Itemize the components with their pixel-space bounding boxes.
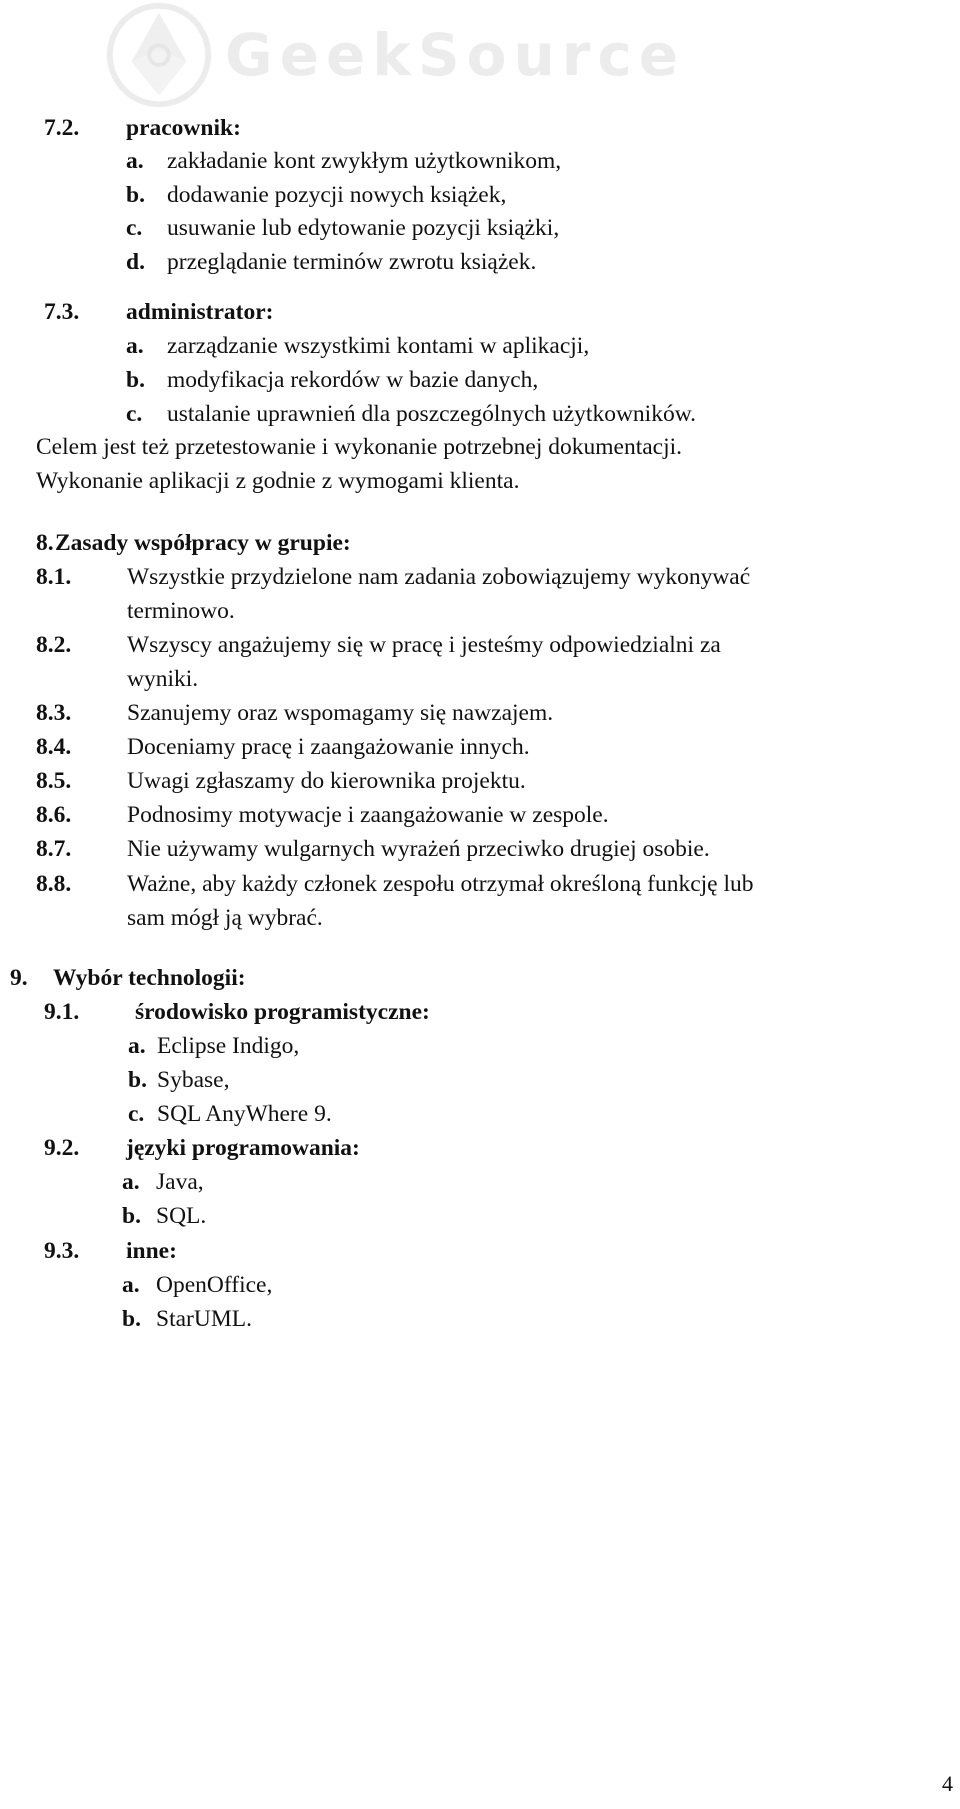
paragraph: Wykonanie aplikacji z godnie z wymogami klienta. (36, 468, 520, 494)
section-title: Wybór technologii: (53, 965, 246, 991)
item-text: Doceniamy pracę i zaangażowanie innych. (127, 734, 530, 760)
item-number: 8.8. (36, 871, 72, 897)
list-item-text: zarządzanie wszystkimi kontami w aplikacji, (167, 333, 590, 359)
list-letter: b. (126, 182, 145, 208)
list-letter: c. (126, 215, 143, 241)
list-letter: c. (128, 1101, 145, 1127)
list-item-text: modyfikacja rekordów w bazie danych, (167, 367, 539, 393)
list-item-text: Sybase, (157, 1067, 230, 1093)
paragraph: Celem jest też przetestowanie i wykonanie potrzebnej dokumentacji. (36, 434, 683, 460)
list-item-text: przeglądanie terminów zwrotu książek. (167, 249, 537, 275)
section-title: Zasady współpracy w grupie: (55, 530, 351, 556)
item-text: Uwagi zgłaszamy do kierownika projektu. (127, 768, 526, 794)
section-title: pracownik: (126, 115, 241, 141)
item-number: 8.7. (36, 836, 72, 862)
list-item-text: zakładanie kont zwykłym użytkownikom, (167, 148, 562, 174)
list-item-text: StarUML. (156, 1306, 252, 1332)
list-letter: b. (126, 367, 145, 393)
section-number: 7.3. (44, 299, 80, 325)
item-text-continued: terminowo. (127, 598, 235, 624)
subsection-title: języki programowania: (126, 1135, 360, 1161)
subsection-title: środowisko programistyczne: (135, 999, 430, 1025)
list-item-text: ustalanie uprawnień dla poszczególnych użytkowników. (167, 401, 697, 427)
item-number: 8.4. (36, 734, 72, 760)
item-number: 8.3. (36, 700, 72, 726)
section-number: 9. (10, 965, 28, 991)
section-title: administrator: (126, 299, 274, 325)
section-number: 7.2. (44, 115, 80, 141)
item-number: 8.2. (36, 632, 72, 658)
list-letter: d. (126, 249, 145, 275)
item-text-continued: wyniki. (127, 666, 199, 692)
subsection-number: 9.1. (44, 999, 80, 1025)
list-letter: a. (128, 1033, 146, 1059)
item-text: Nie używamy wulgarnych wyrażeń przeciwko drugiej osobie. (127, 836, 710, 862)
item-text: Ważne, aby każdy członek zespołu otrzymał określoną funkcję lub (127, 871, 754, 897)
list-item-text: Eclipse Indigo, (157, 1033, 300, 1059)
item-text: Szanujemy oraz wspomagamy się nawzajem. (127, 700, 554, 726)
subsection-title: inne: (126, 1238, 177, 1264)
item-text: Wszystkie przydzielone nam zadania zobowiązujemy wykonywać (127, 564, 751, 590)
subsection-number: 9.2. (44, 1135, 80, 1161)
list-item-text: Java, (156, 1169, 204, 1195)
list-item-text: dodawanie pozycji nowych książek, (167, 182, 507, 208)
list-letter: b. (122, 1203, 141, 1229)
list-item-text: OpenOffice, (156, 1272, 273, 1298)
list-letter: a. (122, 1272, 140, 1298)
item-number: 8.6. (36, 802, 72, 828)
list-letter: b. (128, 1067, 147, 1093)
list-item-text: SQL. (156, 1203, 207, 1229)
list-item-text: SQL AnyWhere 9. (157, 1101, 332, 1127)
list-letter: b. (122, 1306, 141, 1332)
item-number: 8.5. (36, 768, 72, 794)
watermark-text: GeekSource (225, 21, 686, 89)
page-number: 4 (942, 1771, 953, 1796)
subsection-number: 9.3. (44, 1238, 80, 1264)
item-text-continued: sam mógł ją wybrać. (127, 905, 323, 931)
list-letter: a. (126, 333, 144, 359)
item-text: Wszyscy angażujemy się w pracę i jesteśmy odpowiedzialni za (127, 632, 721, 658)
list-item-text: usuwanie lub edytowanie pozycji książki, (167, 215, 560, 241)
section-number: 8. (36, 530, 54, 556)
list-letter: c. (126, 401, 143, 427)
item-number: 8.1. (36, 564, 72, 590)
list-letter: a. (126, 148, 144, 174)
list-letter: a. (122, 1169, 140, 1195)
item-text: Podnosimy motywacje i zaangażowanie w zespole. (127, 802, 609, 828)
watermark-logo-icon (100, 0, 218, 110)
